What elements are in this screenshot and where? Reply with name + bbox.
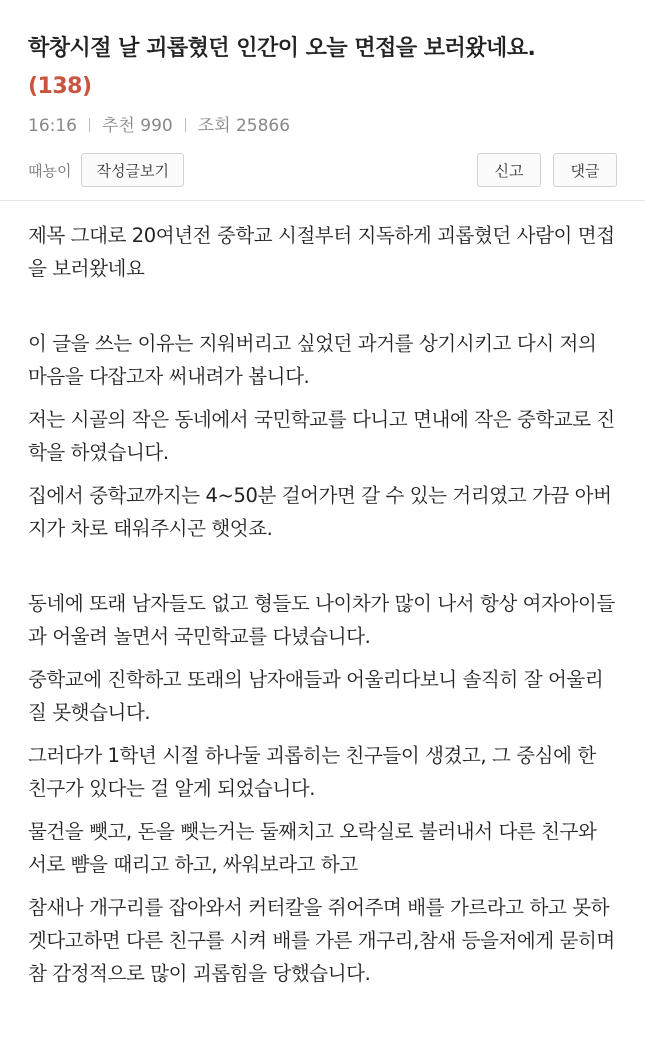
post-title-text: 학창시절 날 괴롭혔던 인간이 오늘 면접을 보러왔네요. bbox=[28, 36, 536, 61]
content-paragraph: 그러다가 1학년 시절 하나둘 괴롭히는 친구들이 생겼고, 그 중심에 한 친구가 있다는 걸 알게 되었습니다. bbox=[28, 744, 596, 800]
post-time: 16:16 bbox=[28, 116, 77, 136]
meta-separator bbox=[185, 118, 186, 132]
content-paragraph: 물건을 뺏고, 돈을 뺏는거는 둘째치고 오락실로 불러내서 다른 친구와 서로 뺨을 때리고 하고, 싸워보라고 하고 bbox=[28, 820, 597, 876]
post-content bbox=[28, 219, 617, 990]
report-button[interactable]: 신고 bbox=[477, 153, 541, 187]
content-paragraph: 중학교에 진학하고 또래의 남자애들과 어울리다보니 솔직히 잘 어울리질 못햇습니다. bbox=[28, 668, 604, 724]
post-actions bbox=[477, 153, 617, 187]
header-divider bbox=[0, 200, 645, 201]
content-paragraph: 저는 시골의 작은 동네에서 국민학교를 다니고 면내에 작은 중학교로 진학을 하였습니다. bbox=[28, 408, 615, 464]
meta-separator bbox=[89, 118, 90, 132]
post-recommend-count: 추천 990 bbox=[102, 116, 173, 136]
content-paragraph: 이 글을 쓰는 이유는 지워버리고 싶었던 과거를 상기시키고 다시 저의 마음을 다잡고자 써내려가 봅니다. bbox=[28, 332, 597, 388]
author-row bbox=[28, 152, 617, 188]
view-author-posts-button[interactable]: 작성글보기 bbox=[81, 153, 183, 187]
content-paragraph: 제목 그대로 20여년전 중학교 시절부터 지독하게 괴롭혔던 사람이 면접을 보러왔네요 bbox=[28, 224, 615, 280]
content-paragraph: 집에서 중학교까지는 4~50분 걸어가면 갈 수 있는 거리였고 가끔 아버지가 차로 태워주시곤 햇엇죠. bbox=[28, 484, 612, 540]
content-paragraph: 동네에 또래 남자들도 없고 형들도 나이차가 많이 나서 항상 여자아이들과 어울려 놀면서 국민학교를 다녔습니다. bbox=[28, 592, 615, 648]
post-meta bbox=[28, 114, 617, 138]
content-paragraph: 참새나 개구리를 잡아와서 커터칼을 쥐어주며 배를 가르라고 하고 못하겟다고하면 다른 친구를 시켜 배를 가른 개구리,참새 등을저에게 묻히며 참 감정적으로 많이 괴롭힘을 당했습니다. bbox=[28, 896, 615, 985]
comment-count[interactable]: (138) bbox=[28, 74, 92, 99]
post-title bbox=[28, 0, 617, 106]
author-name[interactable]: 때뇽이 bbox=[28, 161, 72, 180]
comment-button[interactable]: 댓글 bbox=[553, 153, 617, 187]
post-view-count: 조회 25866 bbox=[197, 116, 291, 136]
